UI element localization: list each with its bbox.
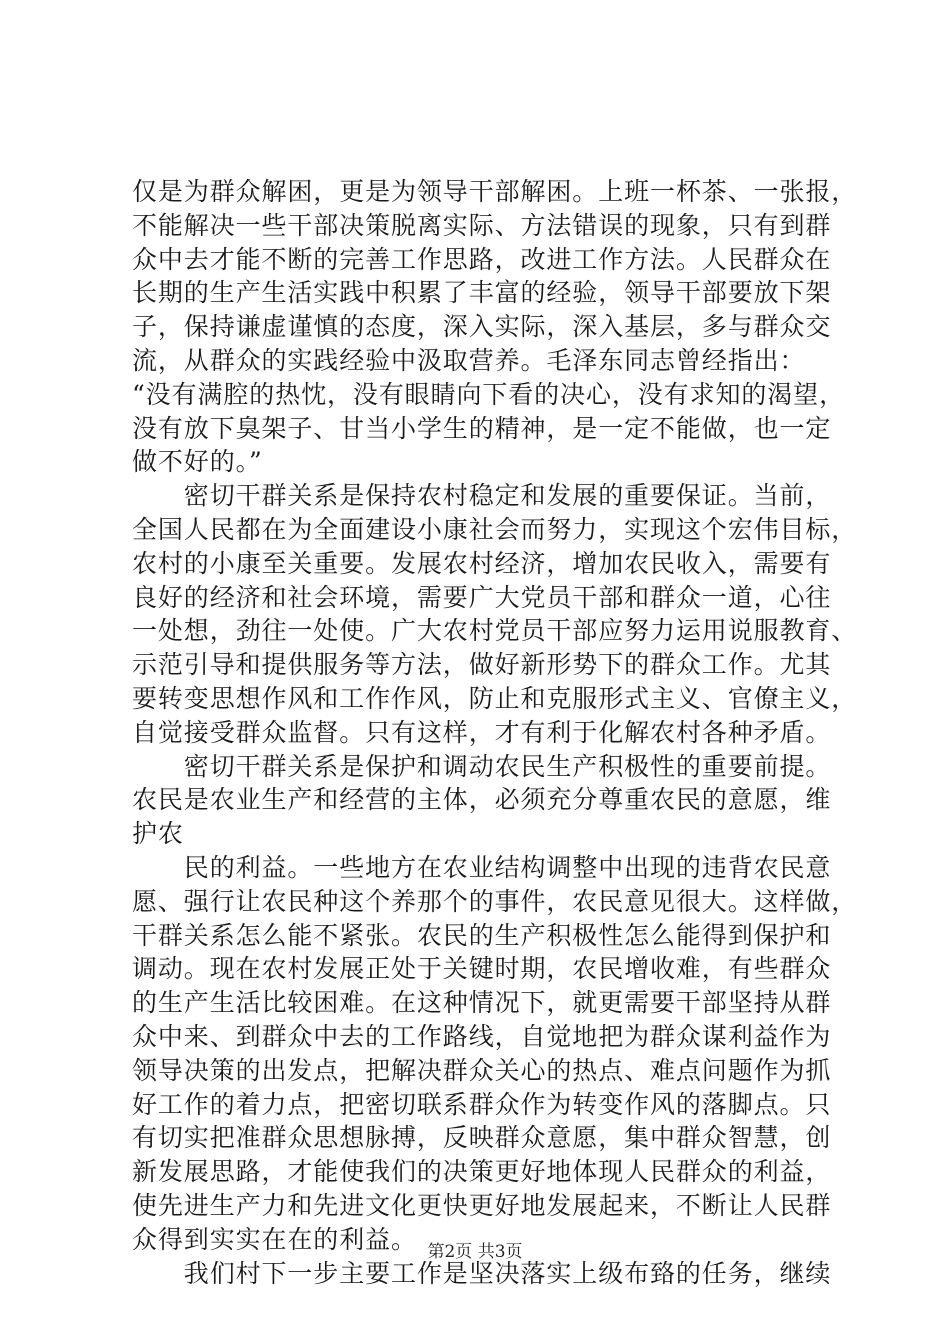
text-line: 使先进生产力和先进文化更快更好地发展起来，不断让人民群 bbox=[132, 1190, 832, 1220]
text-line: 我们村下一步主要工作是坚决落实上级布臵的任务，继续 bbox=[132, 1258, 832, 1288]
text-line: 有切实把准群众思想脉搏，反映群众意愿，集中群众智慧，创 bbox=[132, 1123, 832, 1153]
text-line: 农村的小康至关重要。发展农村经济，增加农民收入，需要有 bbox=[132, 548, 832, 578]
text-line: 干群关系怎么能不紧张。农民的生产积极性怎么能得到保护和 bbox=[132, 920, 832, 950]
text-line: 做不好的。” bbox=[132, 447, 263, 477]
text-line: 一处想，劲往一处使。广大农村党员干部应努力运用说服教育、 bbox=[132, 616, 858, 646]
text-line: 没有放下臭架子、甘当小学生的精神，是一定不能做，也一定 bbox=[132, 413, 832, 443]
text-line: 要转变思想作风和工作作风，防止和克服形式主义、官僚主义， bbox=[132, 683, 858, 713]
document-body bbox=[132, 175, 858, 1290]
text-line: 农民是农业生产和经营的主体，必须充分尊重农民的意愿，维 bbox=[132, 785, 832, 815]
text-line: 领导决策的出发点，把解决群众关心的热点、难点问题作为抓 bbox=[132, 1055, 832, 1085]
text-line: 流，从群众的实践经验中汲取营养。毛泽东同志曾经指出： bbox=[132, 345, 806, 375]
text-line: 良好的经济和社会环境，需要广大党员干部和群众一道，心往 bbox=[132, 582, 832, 612]
text-line: 新发展思路，才能使我们的决策更好地体现人民群众的利益， bbox=[132, 1157, 832, 1187]
text-line: 长期的生产生活实践中积累了丰富的经验，领导干部要放下架 bbox=[132, 278, 832, 308]
text-line: 众中去才能不断的完善工作思路，改进工作方法。人民群众在 bbox=[132, 244, 832, 274]
text-line: 愿、强行让农民种这个养那个的事件，农民意见很大。这样做， bbox=[132, 886, 858, 916]
text-line: 不能解决一些干部决策脱离实际、方法错误的现象，只有到群 bbox=[132, 210, 832, 240]
text-line: 子，保持谦虚谨慎的态度，深入实际，深入基层，多与群众交 bbox=[132, 312, 832, 342]
text-line: “没有满腔的热忱，没有眼睛向下看的决心，没有求知的渴望， bbox=[132, 379, 845, 409]
text-line: 全国人民都在为全面建设小康社会而努力，实现这个宏伟目标， bbox=[132, 514, 858, 544]
text-line: 民的利益。一些地方在农业结构调整中出现的违背农民意 bbox=[132, 852, 832, 882]
text-line: 自觉接受群众监督。只有这样，才有利于化解农村各种矛盾。 bbox=[132, 717, 832, 747]
text-line: 的生产生活比较困难。在这种情况下，就更需要干部坚持从群 bbox=[132, 988, 832, 1018]
text-line: 众中来、到群众中去的工作路线，自觉地把为群众谋利益作为 bbox=[132, 1021, 832, 1051]
text-line: 众得到实实在在的利益。 bbox=[132, 1224, 417, 1254]
text-line: 密切干群关系是保持农村稳定和发展的重要保证。当前， bbox=[132, 481, 832, 511]
page-footer: 第2页 共3页 bbox=[427, 1242, 523, 1262]
text-line: 密切干群关系是保护和调动农民生产积极性的重要前提。 bbox=[132, 751, 832, 781]
text-line: 好工作的着力点，把密切联系群众作为转变作风的落脚点。只 bbox=[132, 1089, 832, 1119]
text-line: 调动。现在农村发展正处于关键时期，农民增收难，有些群众 bbox=[132, 954, 832, 984]
text-line: 护农 bbox=[132, 819, 184, 849]
text-line: 示范引导和提供服务等方法，做好新形势下的群众工作。尤其 bbox=[132, 650, 832, 680]
text-line: 仅是为群众解困，更是为领导干部解困。上班一杯茶、一张报， bbox=[132, 177, 858, 206]
